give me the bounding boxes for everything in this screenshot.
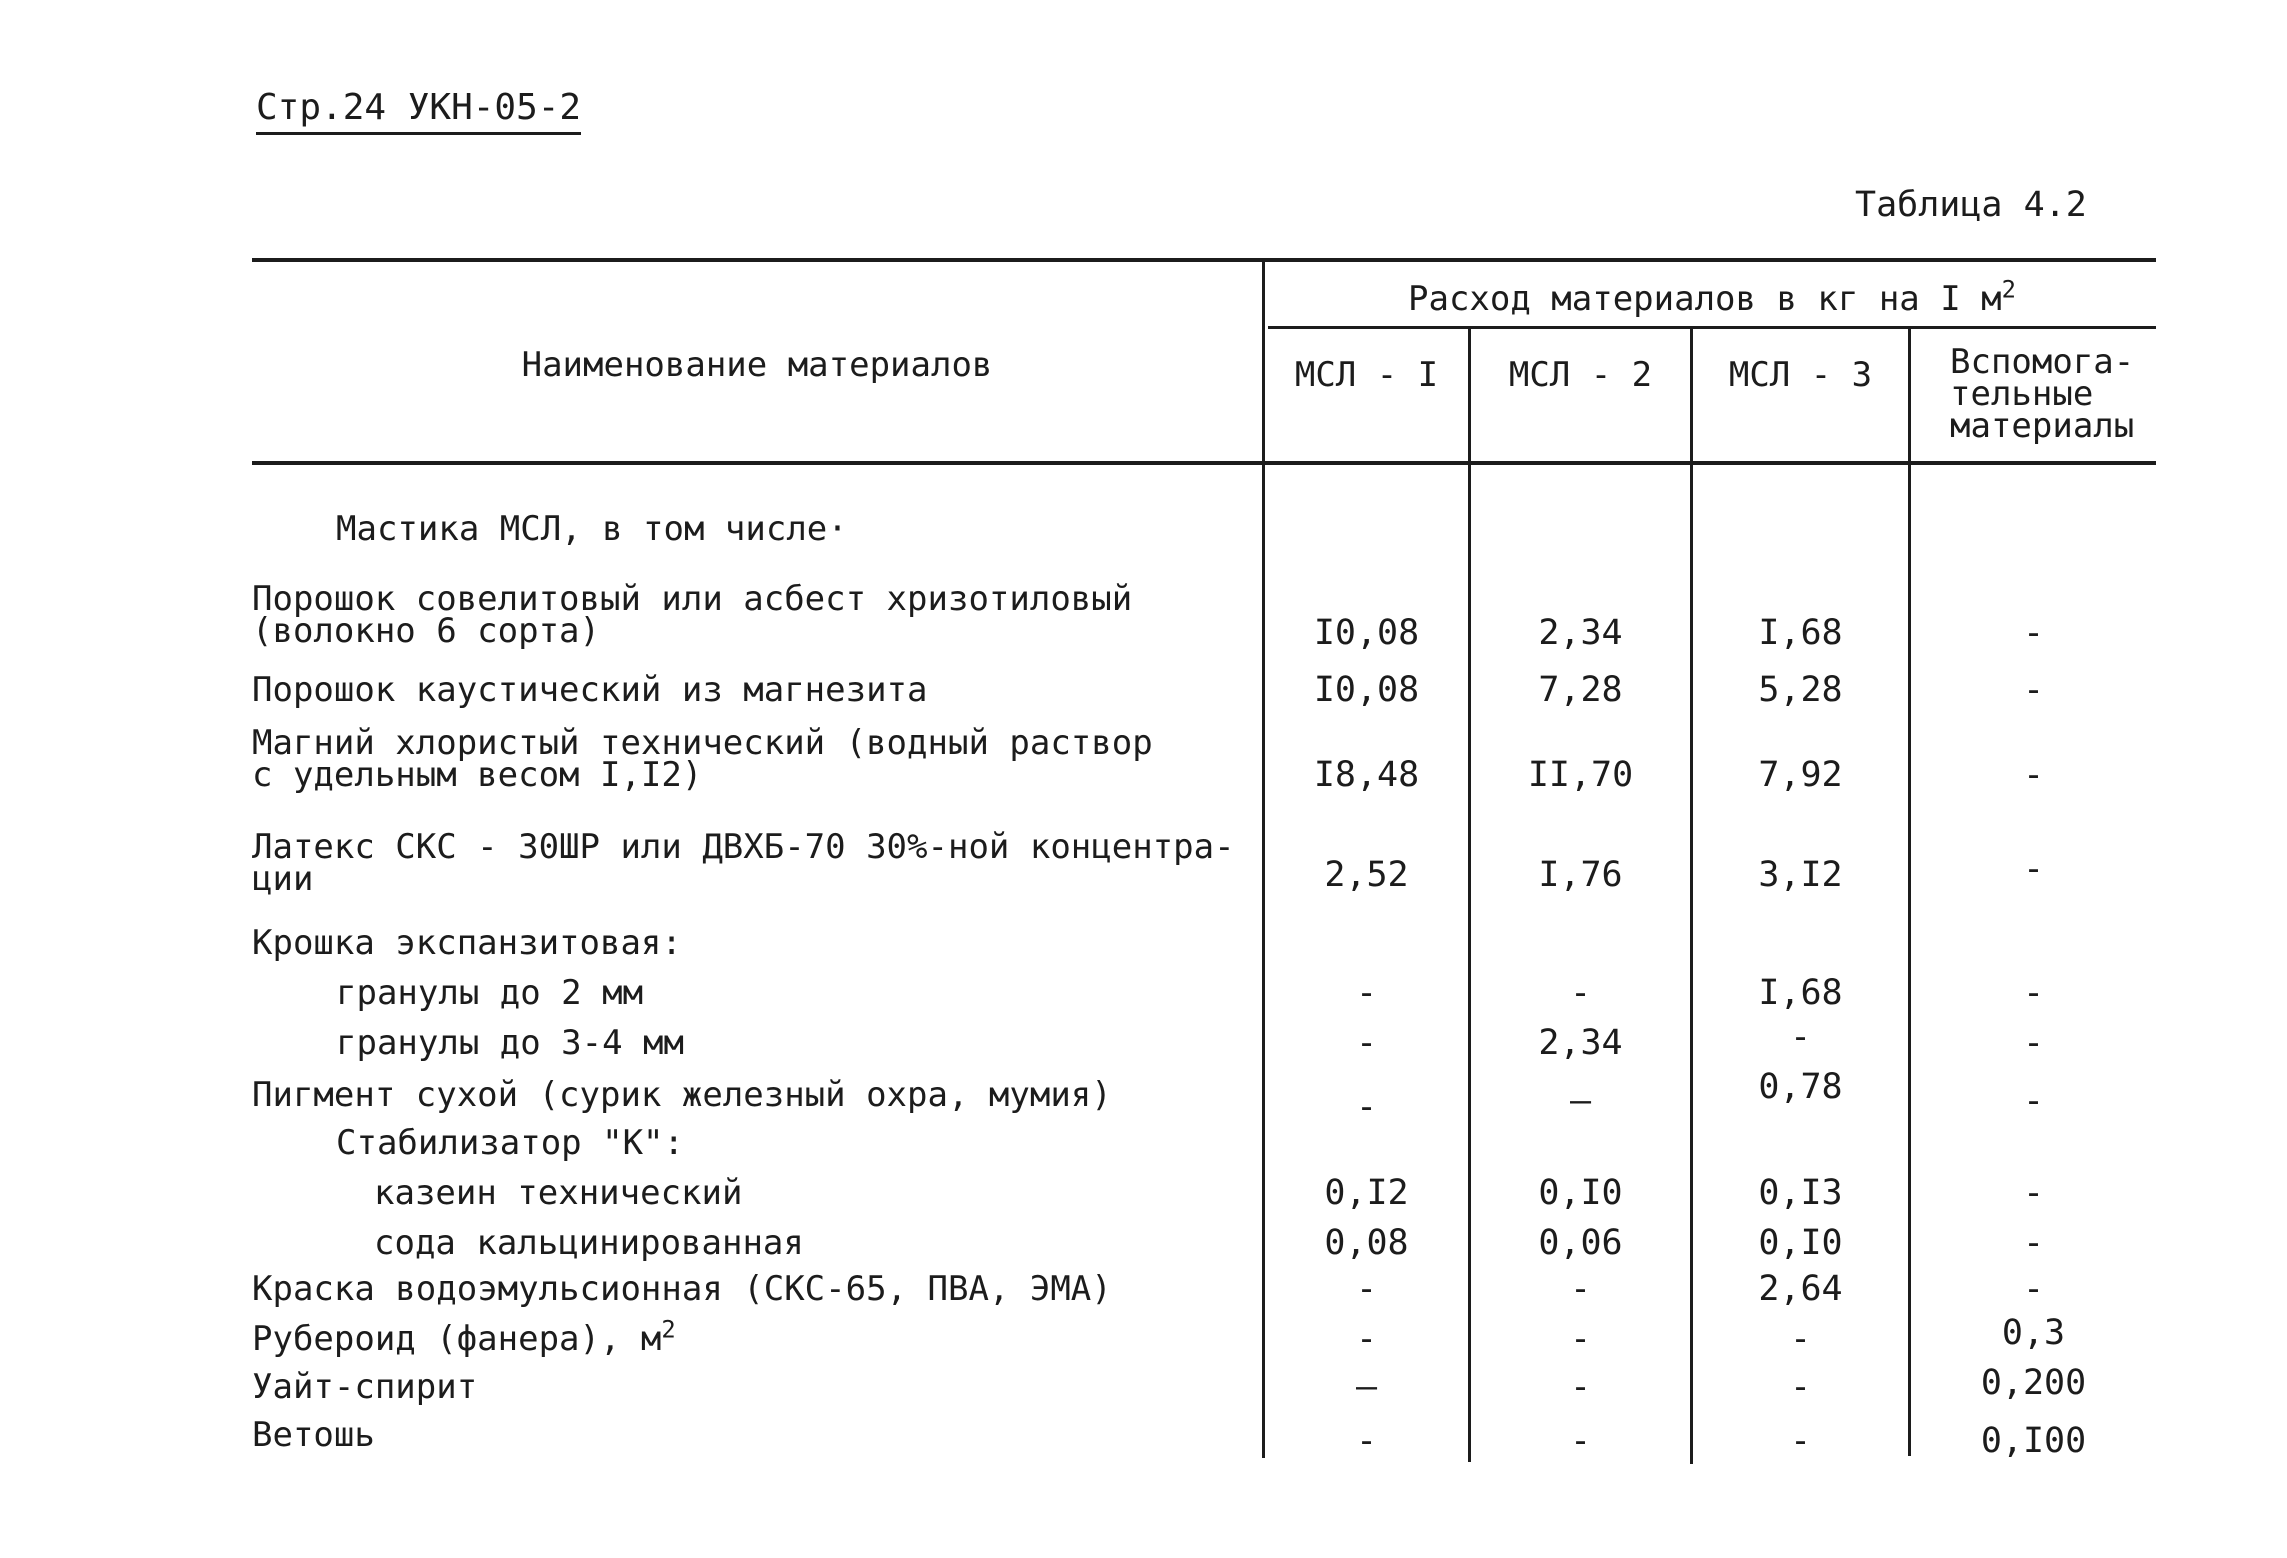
header-col-aux-line2: тельные (1950, 374, 2094, 414)
cell-msl1: — (1355, 1367, 1378, 1407)
cell-msl3: 2,64 (1758, 1269, 1843, 1309)
page-header-reference: Стр.24 УКН-05-2 (256, 88, 581, 135)
cell-aux: - (2022, 1023, 2045, 1063)
row-name-sup: 2 (661, 1315, 676, 1344)
row-name: Мастика МСЛ, в том числе· (336, 509, 848, 549)
table-top-rule (252, 258, 2156, 262)
row-name-text: Рубероид (фанера), м (252, 1319, 662, 1359)
cell-aux: - (2022, 1223, 2045, 1263)
cell-aux: 0,3 (2001, 1313, 2066, 1353)
row-name: Ветошь (252, 1415, 375, 1455)
cell-msl1: - (1355, 1087, 1378, 1127)
header-bottom-rule (252, 461, 2156, 465)
header-group-consumption (1268, 275, 2156, 319)
cell-msl2: - (1569, 1319, 1592, 1359)
row-name: Стабилизатор "К": (336, 1123, 684, 1163)
row-name-cont: с удельным весом I,I2) (252, 755, 703, 795)
cell-msl2: — (1569, 1081, 1592, 1121)
cell-msl3: - (1789, 1367, 1812, 1407)
cell-msl3: 5,28 (1758, 670, 1843, 710)
cell-msl3: - (1789, 1319, 1812, 1359)
cell-msl1: I0,08 (1313, 670, 1420, 710)
header-col-msl2: МСЛ - 2 (1508, 355, 1653, 395)
cell-msl2: 0,06 (1538, 1223, 1623, 1263)
cell-msl2: - (1569, 1367, 1592, 1407)
header-col-msl3: МСЛ - 3 (1728, 355, 1873, 395)
cell-msl1: I8,48 (1313, 755, 1420, 795)
cell-msl1: I0,08 (1313, 613, 1420, 653)
cell-msl3: I,68 (1758, 613, 1843, 653)
cell-msl3: 0,78 (1758, 1067, 1843, 1107)
cell-msl3: - (1789, 1421, 1812, 1461)
cell-aux: - (2022, 670, 2045, 710)
cell-msl2: 7,28 (1538, 670, 1623, 710)
cell-aux: - (2022, 1173, 2045, 1213)
header-col-msl1: МСЛ - I (1294, 355, 1439, 395)
header-name-column: Наименование материалов (521, 345, 993, 385)
cell-msl3: 3,I2 (1758, 855, 1843, 895)
cell-aux: - (2022, 1081, 2045, 1121)
cell-msl2: 0,I0 (1538, 1173, 1623, 1213)
row-name: Порошок совелитовый или асбест хризотиловый (252, 579, 1133, 619)
cell-msl1: - (1355, 973, 1378, 1013)
cell-msl2: II,70 (1527, 755, 1634, 795)
cell-msl3: 7,92 (1758, 755, 1843, 795)
row-name: Краска водоэмульсионная (СКС-65, ПВА, ЭМА) (252, 1269, 1112, 1309)
row-name-cont: (волокно 6 сорта) (252, 611, 600, 651)
cell-msl2: 2,34 (1538, 1023, 1623, 1063)
row-name-cont: ции (252, 859, 314, 899)
header-group-sup: 2 (2001, 275, 2016, 304)
cell-msl1: 2,52 (1324, 855, 1409, 895)
row-name: Крошка экспанзитовая: (252, 923, 682, 963)
cell-msl2: - (1569, 973, 1592, 1013)
cell-aux: - (2022, 849, 2045, 889)
cell-aux: 0,200 (1980, 1363, 2087, 1403)
cell-msl1: - (1355, 1023, 1378, 1063)
cell-msl3: 0,I3 (1758, 1173, 1843, 1213)
cell-msl1: 0,I2 (1324, 1173, 1409, 1213)
cell-msl3: 0,I0 (1758, 1223, 1843, 1263)
cell-aux: - (2022, 755, 2045, 795)
cell-aux: - (2022, 973, 2045, 1013)
row-name (252, 1315, 676, 1359)
row-name: Латекс СКС - 30ШР или ДВХБ-70 30%-ной концентра- (252, 827, 1235, 867)
row-name: Уайт-спирит (252, 1367, 478, 1407)
cell-msl3: I,68 (1758, 973, 1843, 1013)
cell-msl1: - (1355, 1319, 1378, 1359)
table-label: Таблица 4.2 (1855, 185, 2087, 225)
cell-msl2: 2,34 (1538, 613, 1623, 653)
row-name: Магний хлористый технический (водный раствор (252, 723, 1153, 763)
cell-msl2: - (1569, 1421, 1592, 1461)
row-name: казеин технический (374, 1173, 743, 1213)
cell-msl1: - (1355, 1421, 1378, 1461)
header-col-aux-line3: материалы (1950, 406, 2135, 446)
group-header-rule (1268, 326, 2156, 329)
cell-msl1: 0,08 (1324, 1223, 1409, 1263)
cell-msl1: - (1355, 1269, 1378, 1309)
row-name: гранулы до 2 мм (336, 973, 644, 1013)
cell-msl2: I,76 (1538, 855, 1623, 895)
cell-aux: - (2022, 613, 2045, 653)
row-name: Пигмент сухой (сурик железный охра, мумия) (252, 1075, 1112, 1115)
row-name: Порошок каустический из магнезита (252, 670, 928, 710)
cell-aux: - (2022, 1269, 2045, 1309)
cell-aux: 0,I00 (1980, 1421, 2087, 1461)
row-name: гранулы до 3-4 мм (336, 1023, 684, 1063)
cell-msl2: - (1569, 1269, 1592, 1309)
header-group-text: Расход материалов в кг на I м (1408, 279, 2002, 319)
row-name: сода кальцинированная (374, 1223, 804, 1263)
cell-msl3: - (1789, 1017, 1812, 1057)
header-col-aux-line1: Вспомога- (1950, 342, 2135, 382)
